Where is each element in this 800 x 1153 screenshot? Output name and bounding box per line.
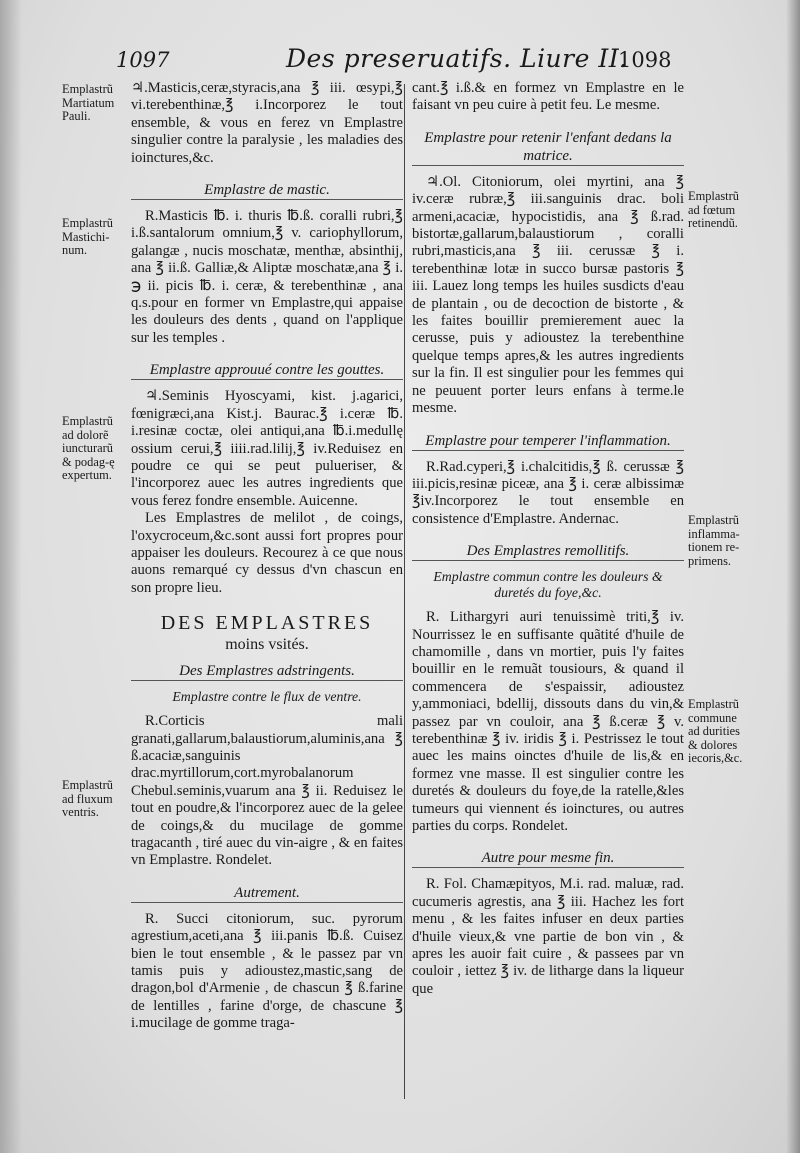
page-gutter-shadow	[0, 0, 22, 1153]
column-divider	[404, 84, 405, 1099]
folio-left: 1097	[116, 48, 170, 72]
paragraph: Les Emplastres de melilot , de coings, l'oxycroceum,&c.sont aussi fort propres pour appaiser les douleurs. Recourez à ce que nous auons remarqué cy dessus d'vn chascun en son propre lieu.	[131, 510, 403, 596]
running-title: Des preseruatifs. Liure II.	[286, 44, 628, 73]
section-heading: Emplastre pour temperer l'inflammation.	[425, 432, 671, 449]
margin-note-gouttes: Emplastrũ ad dolorẽ iuncturarũ & podag-ę expertum.	[62, 414, 115, 483]
folio-right: 1098	[618, 48, 672, 72]
paragraph: R.Rad.cyperi,℥ i.chalcitidis,℥ ß. cerussæ ℥ iii.picis,resinæ piceæ, ana ℥ i. ceræ albissimæ ℥iv.Incorporez le tout ensemble en consistence d'Emplastre. Andernac.	[412, 458, 684, 527]
margin-note-inflammation: Emplastrũ inflamma- tionem re- primens.	[688, 513, 740, 568]
paragraph: ♃.Seminis Hyoscyami, kist. j.agarici, fœnigræci,ana Kist.j. Baurac.℥ i.ceræ ℔. i.resinæ coctæ, olei antiqui,ana ℔.i.medullę ossium cerui,℥ iiii.rad.lilij,℥ iv.Reduisez en poudre ce qui se peut pulueriser, & l'incorporez auec les autres ingredients que vous ferez fondre ensemble. Auicenne.	[131, 388, 403, 509]
section-heading: Emplastre de mastic.	[204, 182, 330, 199]
margin-note-iecoris: Emplastrũ commune ad durities & dolores iecoris,&c.	[688, 697, 743, 766]
left-column	[131, 80, 403, 1033]
page-header	[0, 44, 800, 80]
section-heading: Autre pour mesme fin.	[481, 850, 615, 867]
paragraph: R.Masticis ℔. i. thuris ℔.ß. coralli rubri,℥ i.ß.santalorum omnium,℥ v. cariophyllorum, galangæ , nucis moschatæ, menthæ, absinthij, ana ℥ ii.ß. Galliæ,& Aliptæ moschatæ,ana ℥ i. ℈ ii. picis ℔. i. ceræ, & terebenthinæ , ana q.s.pour en former vn Emplastre,qui appaise les douleurs des dents , quand on l'applique sur les temples .	[131, 208, 403, 346]
margin-note-martiatum: Emplastrũ Martiatum Pauli.	[62, 82, 115, 124]
page-edge-shadow	[786, 0, 800, 1153]
section-heading: Des Emplastres adstringents.	[179, 663, 355, 680]
margin-note-foetum: Emplastrũ ad fœtum retinendũ.	[688, 189, 739, 231]
chapter-title: DES EMPLASTRES	[160, 612, 374, 635]
right-column	[412, 80, 684, 998]
paragraph: R. Fol. Chamæpityos, M.i. rad. maluæ, rad. cucumeris agrestis, ana ℥ iii. Hachez les fort menu , & les faites infuser en deux parties d'huile vieux,& vne partie de bon vin , & apres les auoir fait cuire , & passees par vn couloir , iettez ℥ iv. de litharge dans la liqueur que	[412, 876, 684, 997]
paragraph: cant.℥ i.ß.& en formez vn Emplastre en le faisant vn peu cuire à petit feu. Le mesme.	[412, 80, 684, 114]
section-heading: Emplastre pour retenir l'enfant dedans la matrice.	[424, 129, 672, 164]
paragraph: R. Lithargyri auri tenuissimè triti,℥ iv. Nourrissez le en suffisante quãtité d'huile de chamomille , dans vn mortier, puis l'y faites bouillir en le remuãt tousiours, & quand il commencera de s'espaissir, adioustez y,ammoniaci, bdellij, dissouts dans du vin,& passez par vn couloir, ana ℥ ß.ceræ ℥ v. terebenthinæ ℥ iv. iridis ℥ i. Pestrissez le tout auec les mains oinctes d'huile de lis,& en formez vne masse. Il est singulier contre les duretés & douleurs du foye,de la ratelle,&les tumeurs qui viennent és ioinctures, ou autres parties du corps. Rondelet.	[412, 609, 684, 834]
margin-note-flux: Emplastrũ ad fluxum ventris.	[62, 778, 113, 820]
sub-heading: Emplastre commun contre les douleurs & duretés du foye,&c.	[433, 569, 663, 601]
paragraph: R. Succi citoniorum, suc. pyrorum agrestium,aceti,ana ℥ iii.panis ℔.ß. Cuisez bien le tout ensemble , & le passez par vn tamis puis y adioustez,mastic,sang de dragon,bol d'Armenie , de chascun ℥ ß.farine de lentilles , farine d'orge, de chascune ℥ i.mucilage de gomme traga-	[131, 910, 403, 1032]
chapter-subtitle: moins vsités.	[225, 636, 309, 654]
paragraph: ♃.Ol. Citoniorum, olei myrtini, ana ℥ iv.ceræ rubræ,℥ iii.sanguinis drac. boli armeni,acaciæ, hypocistidis, ana ℥ ß.rad. bistortæ,gallarum,balaustiorum , coralli rubri,masticis,ana ℥ iii. cerussæ ℥ i. terebenthinæ lotæ in succo bursæ pastoris ℥ iii. Lauez long temps les huiles susdicts d'eau de plantain , ou de decoction de bistorte , & les faites bouillir premierement auec la cerusse, puis y adioustez la terebenthine quelque temps apres,& les autres ingredients sur la fin. Il est singulier pour les femmes qui ne peuuent porter leurs enfans à terme.le mesme.	[412, 173, 684, 417]
paragraph: ♃.Masticis,ceræ,styracis,ana ℥ iii. œsypi,℥ vi.terebenthinæ,℥ i.Incorporez le tout ensemble, & vous en ferez vn Emplastre singulier contre la paralysie , les maladies des ioinctures,&c.	[131, 80, 403, 166]
section-heading: Autrement.	[234, 884, 300, 901]
paragraph: R.Corticis mali granati,gallarum,balaustiorum,aluminis,ana ℥ ß.acaciæ,sanguinis drac.myrtillorum,cort.myrobalanorum Chebul.seminis,vuarum ana ℥ ii. Reduisez le tout en poudre,& l'incorporez auec de la gelee de coings,& du mucilage de gomme tragacanth , tiré auec du vin-aigre , & en faites vn Emplastre. Rondelet.	[131, 713, 403, 869]
sub-heading: Emplastre contre le flux de ventre.	[172, 689, 362, 705]
section-heading: Des Emplastres remollitifs.	[466, 543, 630, 560]
section-heading: Emplastre approuué contre les gouttes.	[149, 362, 385, 379]
margin-note-mastichinum: Emplastrũ Mastichi- num.	[62, 216, 113, 258]
